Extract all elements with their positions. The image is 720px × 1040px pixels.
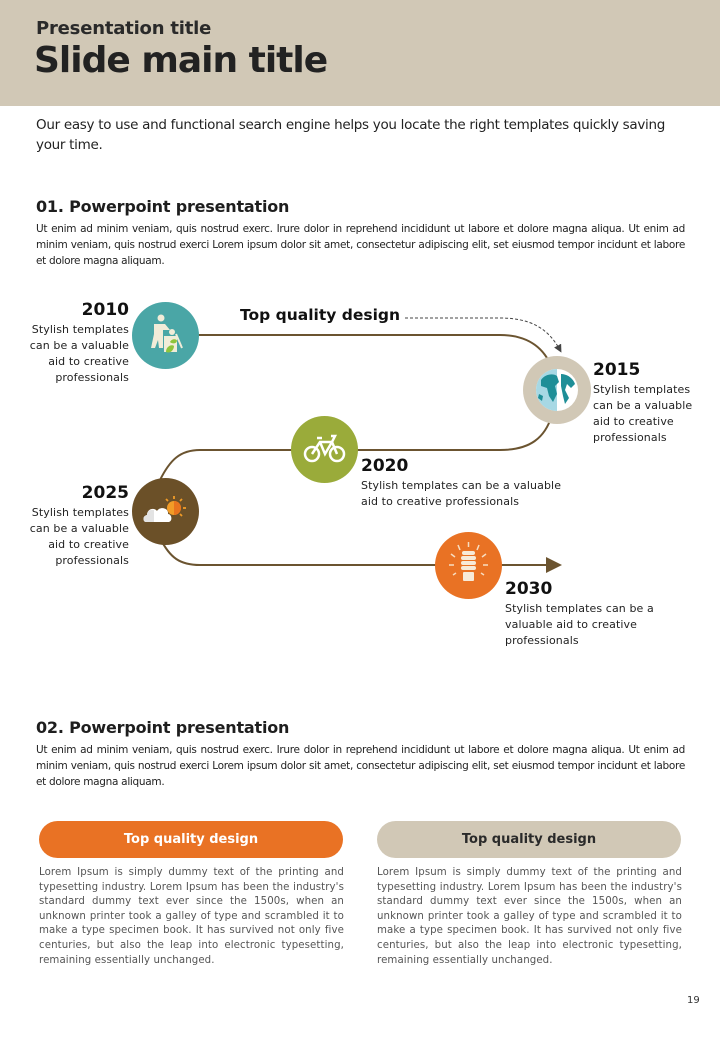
lightbulb-icon [435,532,502,599]
card-1-text: Lorem Ipsum is simply dummy text of the printing and typesetting industry. Lorem Ipsum has been the industry's standard dummy text ever since the 1500s, when an unknown printer took a galley of type and scrambled it to make a type specimen book. It has survived not only five centuries, but also the leap into electronic typesetting, remaining essentially unchanged. [39,867,344,966]
milestone-2025-text: Stylish templates can be a valuable aid to creative professionals [29,506,129,567]
slide-title: Slide main title [34,40,328,81]
recycle-person-icon [132,302,199,369]
milestone-2020-badge [291,416,358,487]
section-1-title: 01. Powerpoint presentation [36,197,290,216]
page-number: 19 [687,995,700,1006]
presentation-title: Presentation title [36,18,212,39]
card-1-header: Top quality design [39,821,343,858]
milestone-2020-text: Stylish templates can be a valuable aid to creative professionals [361,479,562,508]
header-band [0,0,720,106]
milestone-2015-badge [523,356,591,428]
card-2-header: Top quality design [377,821,681,858]
milestone-2030-year: 2030 [505,579,553,599]
globe-icon [523,356,591,424]
intro-text: Our easy to use and functional search engine helps you locate the right templates quickly saving your time. [36,117,666,153]
milestone-2015-text: Stylish templates can be a valuable aid to creative professionals [593,383,693,444]
milestone-2030-text: Stylish templates can be a valuable aid to creative professionals [505,602,654,647]
milestone-2025-badge [132,478,199,549]
timeline-callout-label: Top quality design [240,306,401,324]
milestone-2010-year: 2010 [81,300,129,320]
milestone-2030-badge [435,532,502,603]
milestone-2015-year: 2015 [593,360,641,380]
milestone-2025-year: 2025 [81,483,129,503]
timeline-line [190,335,552,368]
section-2-title: 02. Powerpoint presentation [36,718,290,737]
section-2-body: Ut enim ad minim veniam, quis nostrud exerc. Irure dolor in reprehend incididunt ut labore et dolore magna aliqua. Ut enim ad minim veniam, quis nostrud exerci Lorem ipsum dolor sit amet, consectetur adipiscing elit, set eiusmod tempor incidunt et labore et dolore magna aliquam. [36,744,685,788]
milestone-2020-year: 2020 [361,456,409,476]
milestone-2010-text: Stylish templates can be a valuable aid to creative professionals [29,323,129,384]
cloud-sun-icon [132,478,199,545]
bicycle-icon [291,416,358,483]
milestone-2010-badge [132,302,199,373]
section-1-body: Ut enim ad minim veniam, quis nostrud exerc. Irure dolor in reprehend incididunt ut labore et dolore magna aliqua. Ut enim ad minim veniam, quis nostrud exerci Lorem ipsum dolor sit amet, consectetur adipiscing elit, set eiusmod tempor incidunt et labore et dolore magna aliquam. [36,223,685,267]
card-2-text: Lorem Ipsum is simply dummy text of the printing and typesetting industry. Lorem Ipsum has been the industry's standard dummy text ever since the 1500s, when an unknown printer took a galley of type and scrambled it to make a type specimen book. It has survived not only five centuries, but also the leap into electronic typesetting, remaining essentially unchanged. [377,867,682,966]
